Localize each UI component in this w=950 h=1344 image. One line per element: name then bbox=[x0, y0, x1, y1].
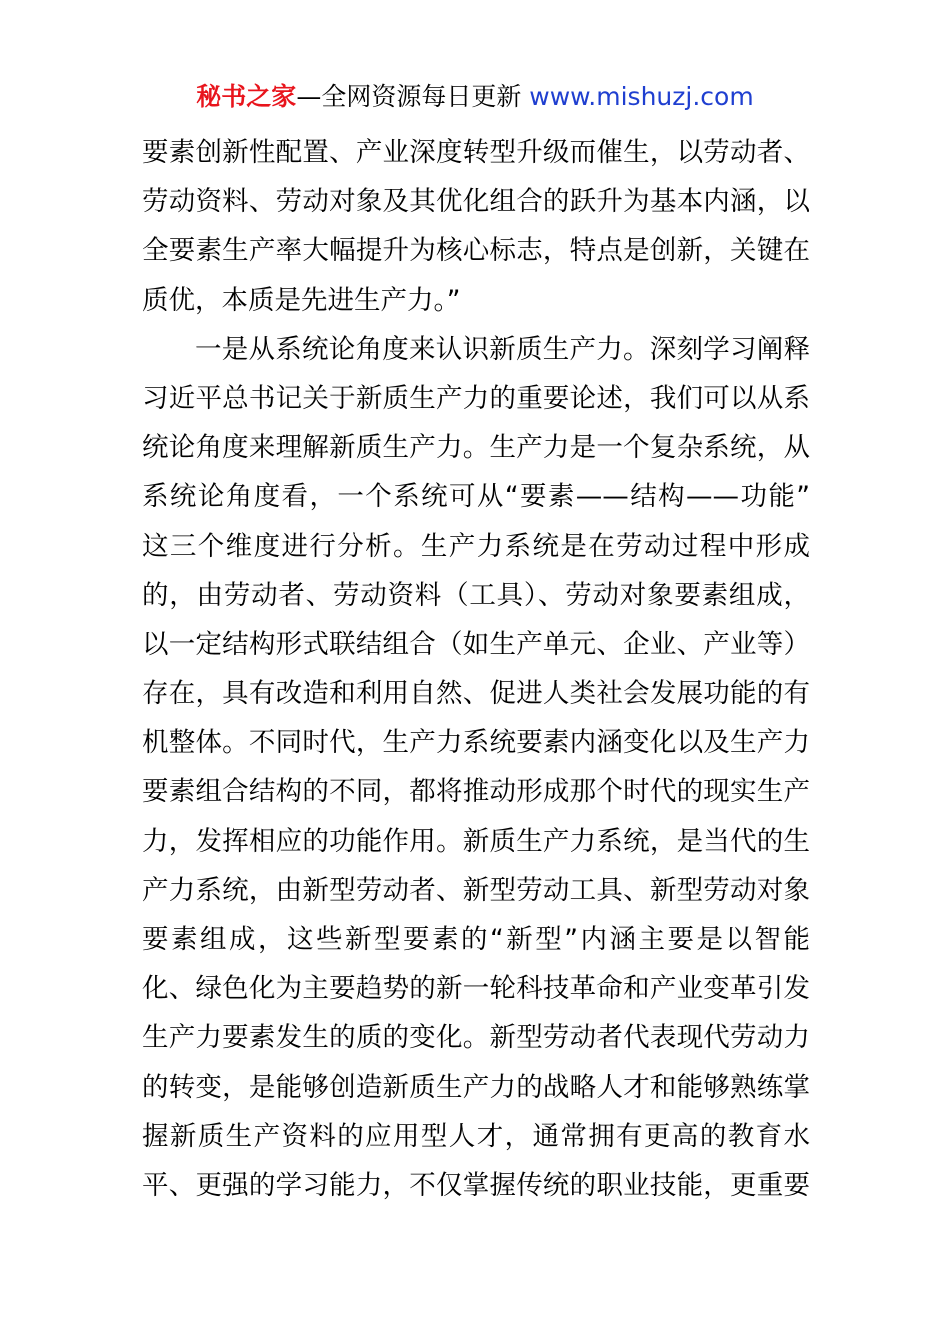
site-header bbox=[0, 80, 950, 114]
text-line: 全要素生产率大幅提升为核心标志，特点是创新，关键在 bbox=[142, 235, 810, 267]
text-line: 生产力要素发生的质的变化。新型劳动者代表现代劳动力 bbox=[142, 1022, 810, 1054]
text-line: 统论角度来理解新质生产力。生产力是一个复杂系统，从 bbox=[142, 432, 810, 464]
text-line: 质优，本质是先进生产力。” bbox=[142, 284, 461, 316]
text-line: 化、绿色化为主要趋势的新一轮科技革命和产业变革引发 bbox=[142, 973, 810, 1005]
header-tagline: —全网资源每日更新 bbox=[296, 82, 530, 111]
document-body bbox=[142, 128, 810, 1210]
text-line: 平、更强的学习能力，不仅掌握传统的职业技能，更重要 bbox=[142, 1169, 810, 1201]
brand-name: 秘书之家 bbox=[196, 82, 297, 111]
text-line: 存在，具有改造和利用自然、促进人类社会发展功能的有 bbox=[142, 678, 810, 710]
text-line: 习近平总书记关于新质生产力的重要论述，我们可以从系 bbox=[142, 382, 810, 414]
text-line: 的，由劳动者、劳动资料（工具）、劳动对象要素组成， bbox=[142, 579, 810, 611]
text-line: 要素创新性配置、产业深度转型升级而催生，以劳动者、 bbox=[142, 137, 810, 168]
text-line: 产力系统，由新型劳动者、新型劳动工具、新型劳动对象 bbox=[142, 874, 810, 906]
text-line: 这三个维度进行分析。生产力系统是在劳动过程中形成 bbox=[142, 530, 810, 562]
text-line: 握新质生产资料的应用型人才，通常拥有更高的教育水 bbox=[142, 1120, 810, 1152]
text-line: 要素组成，这些新型要素的“新型”内涵主要是以智能 bbox=[142, 924, 810, 955]
text-line: 的转变，是能够创造新质生产力的战略人才和能够熟练掌 bbox=[142, 1071, 810, 1103]
text-line: 以一定结构形式联结组合（如生产单元、企业、产业等） bbox=[142, 628, 810, 660]
site-url-link[interactable]: www.mishuzj.com bbox=[529, 82, 754, 111]
text-line: 劳动资料、劳动对象及其优化组合的跃升为基本内涵，以 bbox=[142, 186, 810, 218]
text-line: 力，发挥相应的功能作用。新质生产力系统，是当代的生 bbox=[142, 825, 810, 857]
text-line: 系统论角度看，一个系统可从“要素——结构——功能” bbox=[142, 481, 810, 513]
text-line: 要素组合结构的不同，都将推动形成那个时代的现实生产 bbox=[142, 776, 810, 808]
text-line: 一是从系统论角度来认识新质生产力。深刻学习阐释 bbox=[195, 333, 810, 365]
paragraph-2 bbox=[142, 325, 810, 1210]
paragraph-1 bbox=[142, 128, 810, 325]
text-line: 机整体。不同时代，生产力系统要素内涵变化以及生产力 bbox=[142, 727, 810, 759]
